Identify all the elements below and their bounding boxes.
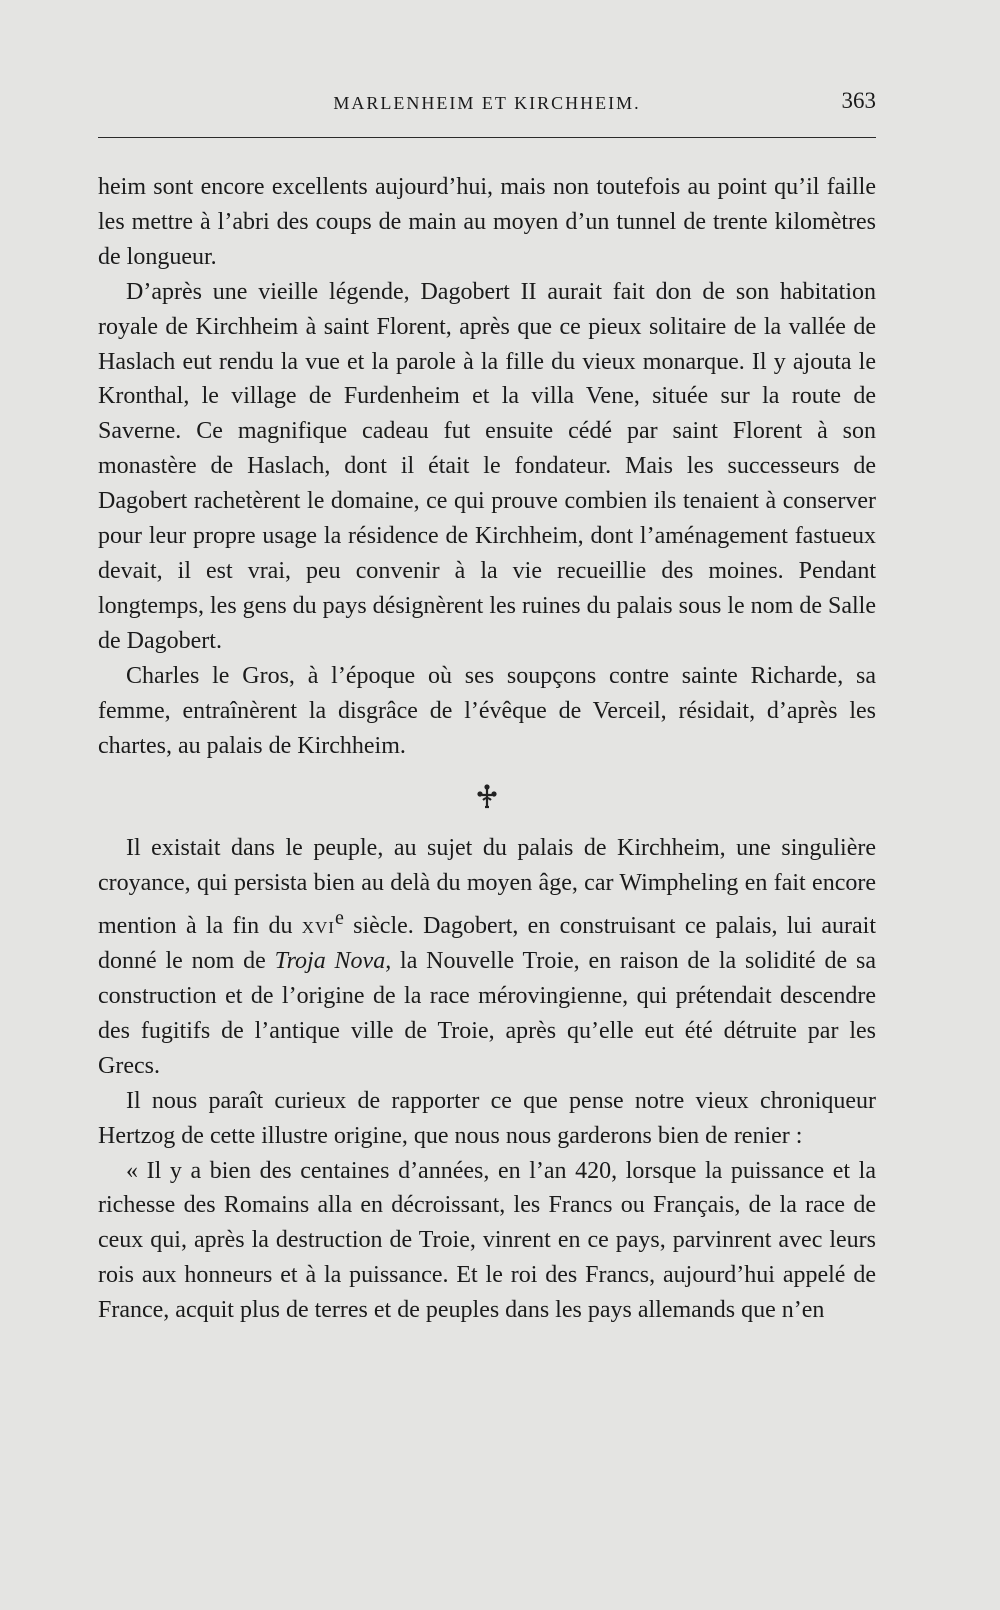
page-header	[98, 88, 876, 118]
paragraph	[98, 831, 876, 1083]
paragraph-text: Il existait dans le peuple, au sujet du palais de Kirchheim, une singulière croyance, qui persista bien au delà du moyen âge, car Wimpheling en fait encore mention à la fin du	[98, 835, 876, 940]
paragraph: heim sont encore excellents aujourd’hui, mais non toutefois au point qu’il faille les mettre à l’abri des coups de main au moyen d’un tunnel de trente kilomètres de longueur.	[98, 174, 876, 270]
century-superscript: e	[334, 907, 344, 930]
section-ornament	[98, 763, 876, 831]
paragraph-text: la Nouvelle Troie, en raison de la solidité de sa construction et de l’origine de la race mérovingienne, qui prétendait descendre des fugitifs de l’antique ville de Troie, après qu’elle eut été détruite par les Grecs.	[98, 948, 876, 1079]
fleuron-icon	[475, 783, 499, 811]
paragraph: Charles le Gros, à l’époque où ses soupçons contre sainte Richarde, sa femme, entraînèrent la disgrâce de l’évêque de Verceil, résidait, d’après les chartes, au palais de Kirchheim.	[98, 662, 876, 759]
paragraph-text: siècle. Dagobert, en construisant ce palais, lui aurait donné le nom de	[98, 913, 876, 975]
paragraph: D’après une vieille légende, Dagobert II aurait fait don de son habitation royale de Kirchheim à saint Florent, après que ce pieux solitaire de la vallée de Haslach eut rendu la vue et la parole à la fille du vieux monarque. Il y ajouta le Kronthal, le village de Furdenheim et la villa Vene, située sur la route de Saverne. Ce magnifique cadeau fut ensuite cédé par saint Florent à son monastère de Haslach, dont il était le fondateur. Mais les successeurs de Dagobert rachetèrent le domaine, ce qui prouve combien ils tenaient à conserver pour leur propre usage la résidence de Kirchheim, dont l’aménagement fastueux devait, il est vrai, peu convenir à la vie recueillie des moines. Pendant longtemps, les gens du pays désignèrent les ruines du palais sous le nom de Salle de Dagobert.	[98, 278, 876, 654]
paragraph: « Il y a bien des centaines d’années, en l’an 420, lorsque la puissance et la richesse des Romains alla en décroissant, les Francs ou Français, de la race de ceux qui, après la destruction de Troie, vinrent en ce pays, parvinrent avec leurs rois aux honneurs et à la puissance. Et le roi des Francs, aujourd’hui appelé de France, acquit plus de terres et de peuples dans les pays allemands que n’en	[98, 1157, 876, 1324]
page-number: 363	[841, 88, 876, 113]
century-numeral: xvi	[301, 913, 335, 940]
italic-phrase: Troja Nova,	[274, 948, 392, 975]
body-text	[98, 170, 876, 1328]
paragraph: Il nous paraît curieux de rapporter ce que pense notre vieux chroniqueur Hertzog de cette illustre origine, que nous nous garderons bien de renier :	[98, 1087, 876, 1149]
running-title: MARLENHEIM ET KIRCHHEIM.	[333, 93, 641, 113]
header-rule	[98, 137, 876, 138]
